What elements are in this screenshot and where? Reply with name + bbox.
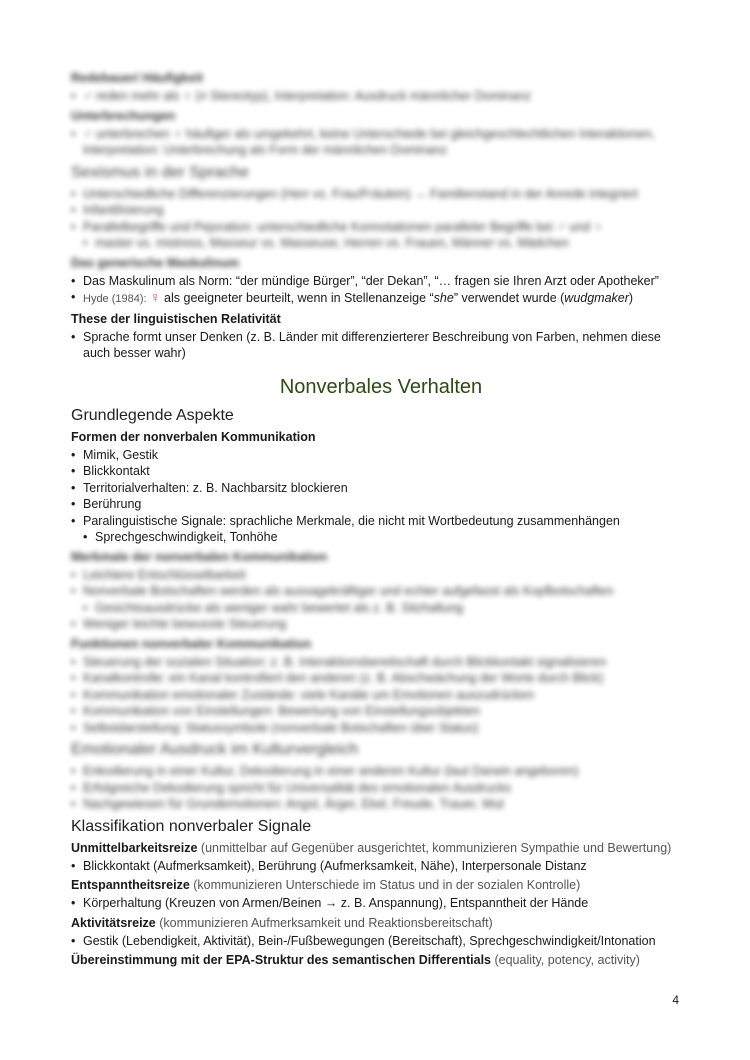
section-heading: Klassifikation nonverbaler Signale <box>71 817 312 835</box>
list-item: • Paralinguistische Signale: sprachliche Merkmale, die nicht mit Wortbedeutung zusammenhängen <box>71 513 691 530</box>
maskulinum-list <box>71 273 691 308</box>
list-item: • Sprache formt unser Denken (z. B. Länder mit differenzierterer Beschreibung von Farben, nehmen diese auch besser wahr) <box>71 329 691 362</box>
list-item <box>71 289 691 308</box>
list-item: • Kommunikation emotionaler Zustände: viele Kanäle um Emotionen auszudrücken <box>71 687 691 704</box>
category-title: Aktivitätsreize <box>71 915 156 930</box>
list-item: • Kommunikation von Einstellungen: Bewertung von Einstellungsobjekten <box>71 703 691 720</box>
text: ” verwendet wurde ( <box>453 291 565 305</box>
subheading: Redebauer/ Häufigkeit <box>71 71 203 85</box>
section-heading: Grundlegende Aspekte <box>71 406 234 424</box>
category-description: (kommunizieren Unterschiede im Status und in der sozialen Kontrolle) <box>189 878 581 892</box>
list-item: • Das Maskulinum als Norm: “der mündige Bürger”, “der Dekan”, “… fragen sie Ihren Arzt oder Apotheker” <box>71 273 691 290</box>
emphasis: she <box>433 291 454 305</box>
document-page <box>71 70 691 970</box>
category-title: Übereinstimmung mit der EPA-Struktur des semantischen Differentials <box>71 953 492 967</box>
list-item: • Nonverbale Botschaften werden als aussagekräftiger und echter aufgefasst als Kopfbotschaften <box>71 583 691 600</box>
list-item: • Nachgewiesen für Grundemotionen: Angst, Ärger, Ekel, Freude, Trauer, Wut <box>71 796 691 813</box>
category-line <box>71 840 691 856</box>
subheading: Formen der nonverbalen Kommunikation <box>71 429 316 444</box>
list-item: • Infantilisierung <box>71 202 691 219</box>
list-item: • Steuerung der sozialen Situation: z. B. Interaktionsbereitschaft durch Blickkontakt signalisieren <box>71 654 691 671</box>
list-item: • Gestik (Lebendigkeit, Aktivität), Bein-/Fußbewegungen (Bereitschaft), Sprechgeschwindigkeit/Intonation <box>71 933 691 950</box>
citation: Hyde (1984): <box>83 293 147 305</box>
category-title: Entspanntheitsreize <box>71 878 190 892</box>
list-item: • ♂ unterbrechen ♀ häufiger als umgekehrt, keine Unterschiede bei gleichgeschlechtlichen Interaktionen, Interpretation: Unterbrechung als Form der männlichen Dominanz <box>71 126 691 159</box>
category-description: (equality, potency, activity) <box>491 953 640 967</box>
list-item: • Gesichtsausdrücke als weniger wahr bewertet als z. B. Sitzhaltung <box>83 600 691 617</box>
list-item: • Mimik, Gestik <box>71 447 691 464</box>
subheading: Das generische Maskulinum <box>71 255 240 270</box>
subheading: Funktionen nonverbaler Kommunikation <box>71 636 312 651</box>
category-line <box>71 877 691 893</box>
subheading: Unterbrechungen <box>71 108 176 123</box>
list-item: • Körperhaltung (Kreuzen von Armen/Beinen → z. B. Anspannung), Entspanntheit der Hände <box>71 895 691 912</box>
text: als geeigneter beurteilt, wenn in Stellenanzeige “ <box>160 291 434 305</box>
female-symbol-icon: ♀ <box>150 289 161 305</box>
list-item: • Sprechgeschwindigkeit, Tonhöhe <box>83 529 691 546</box>
category-description: (unmittelbar auf Gegenüber ausgerichtet, kommunizieren Sympathie und Bewertung) <box>197 840 672 855</box>
main-title: Nonverbales Verhalten <box>279 375 483 398</box>
section-heading: Emotionaler Ausdruck im Kulturvergleich <box>71 741 359 758</box>
blurred-top-section <box>71 70 691 271</box>
category-line <box>71 952 691 968</box>
subheading: Merkmale der nonverbalen Kommunikation <box>71 549 328 564</box>
list-item: • Blickkontakt (Aufmerksamkeit), Berührung (Aufmerksamkeit, Nähe), Interpersonale Distanz <box>71 858 691 875</box>
list-item: • Weniger leichte bewusste Steuerung <box>71 616 691 633</box>
list-item: • Erfolgreiche Dekodierung spricht für Universalität des emotionalen Ausdrucks <box>71 780 691 797</box>
list-item: • Territorialverhalten: z. B. Nachbarsitz blockieren <box>71 480 691 497</box>
section-heading: Sexismus in der Sprache <box>71 163 249 181</box>
category-description: (kommunizieren Aufmerksamkeit und Reaktionsbereitschaft) <box>155 915 493 930</box>
list-item: • Leichtere Entschlüsselbarkeit <box>71 567 691 584</box>
category-title: Unmittelbarkeitsreize <box>71 840 198 855</box>
list-item: • Kanalkontrolle: ein Kanal kontrolliert den anderen (z. B. Abschwächung der Worte durch Blick) <box>71 670 691 687</box>
list-item: • Blickkontakt <box>71 463 691 480</box>
page-number: 4 <box>672 993 679 1007</box>
list-item: • Unterschiedliche Differenzierungen (Herr vs. Frau/Fräulein) → Familienstand in der Anrede integriert <box>71 186 691 203</box>
category-line <box>71 915 691 931</box>
list-item: • Enkodierung in einer Kultur, Dekodierung in einer anderen Kultur (laut Darwin angeboren) <box>71 763 691 780</box>
list-item: • Selbstdarstellung: Statussymbole (nonverbale Botschaften über Status) <box>71 720 691 737</box>
list-item: • master vs. mistress, Masseur vs. Masseuse, Herren vs. Frauen, Männer vs. Mädchen <box>83 235 691 252</box>
list-item: • ♂ reden mehr als ♀ (≠ Stereotyp), Interpretation: Ausdruck männlicher Dominanz <box>71 88 691 105</box>
subheading: These der linguistischen Relativität <box>71 311 281 326</box>
emphasis: wudgmaker <box>564 291 629 305</box>
text: ) <box>628 291 634 305</box>
list-item: • Berührung <box>71 496 691 513</box>
blurred-middle-section <box>71 549 691 813</box>
list-item: • Parallelbegriffe und Pejoration: unterschiedliche Konnotationen paralleler Begriffe bei ♂ und ♀ <box>71 219 691 236</box>
